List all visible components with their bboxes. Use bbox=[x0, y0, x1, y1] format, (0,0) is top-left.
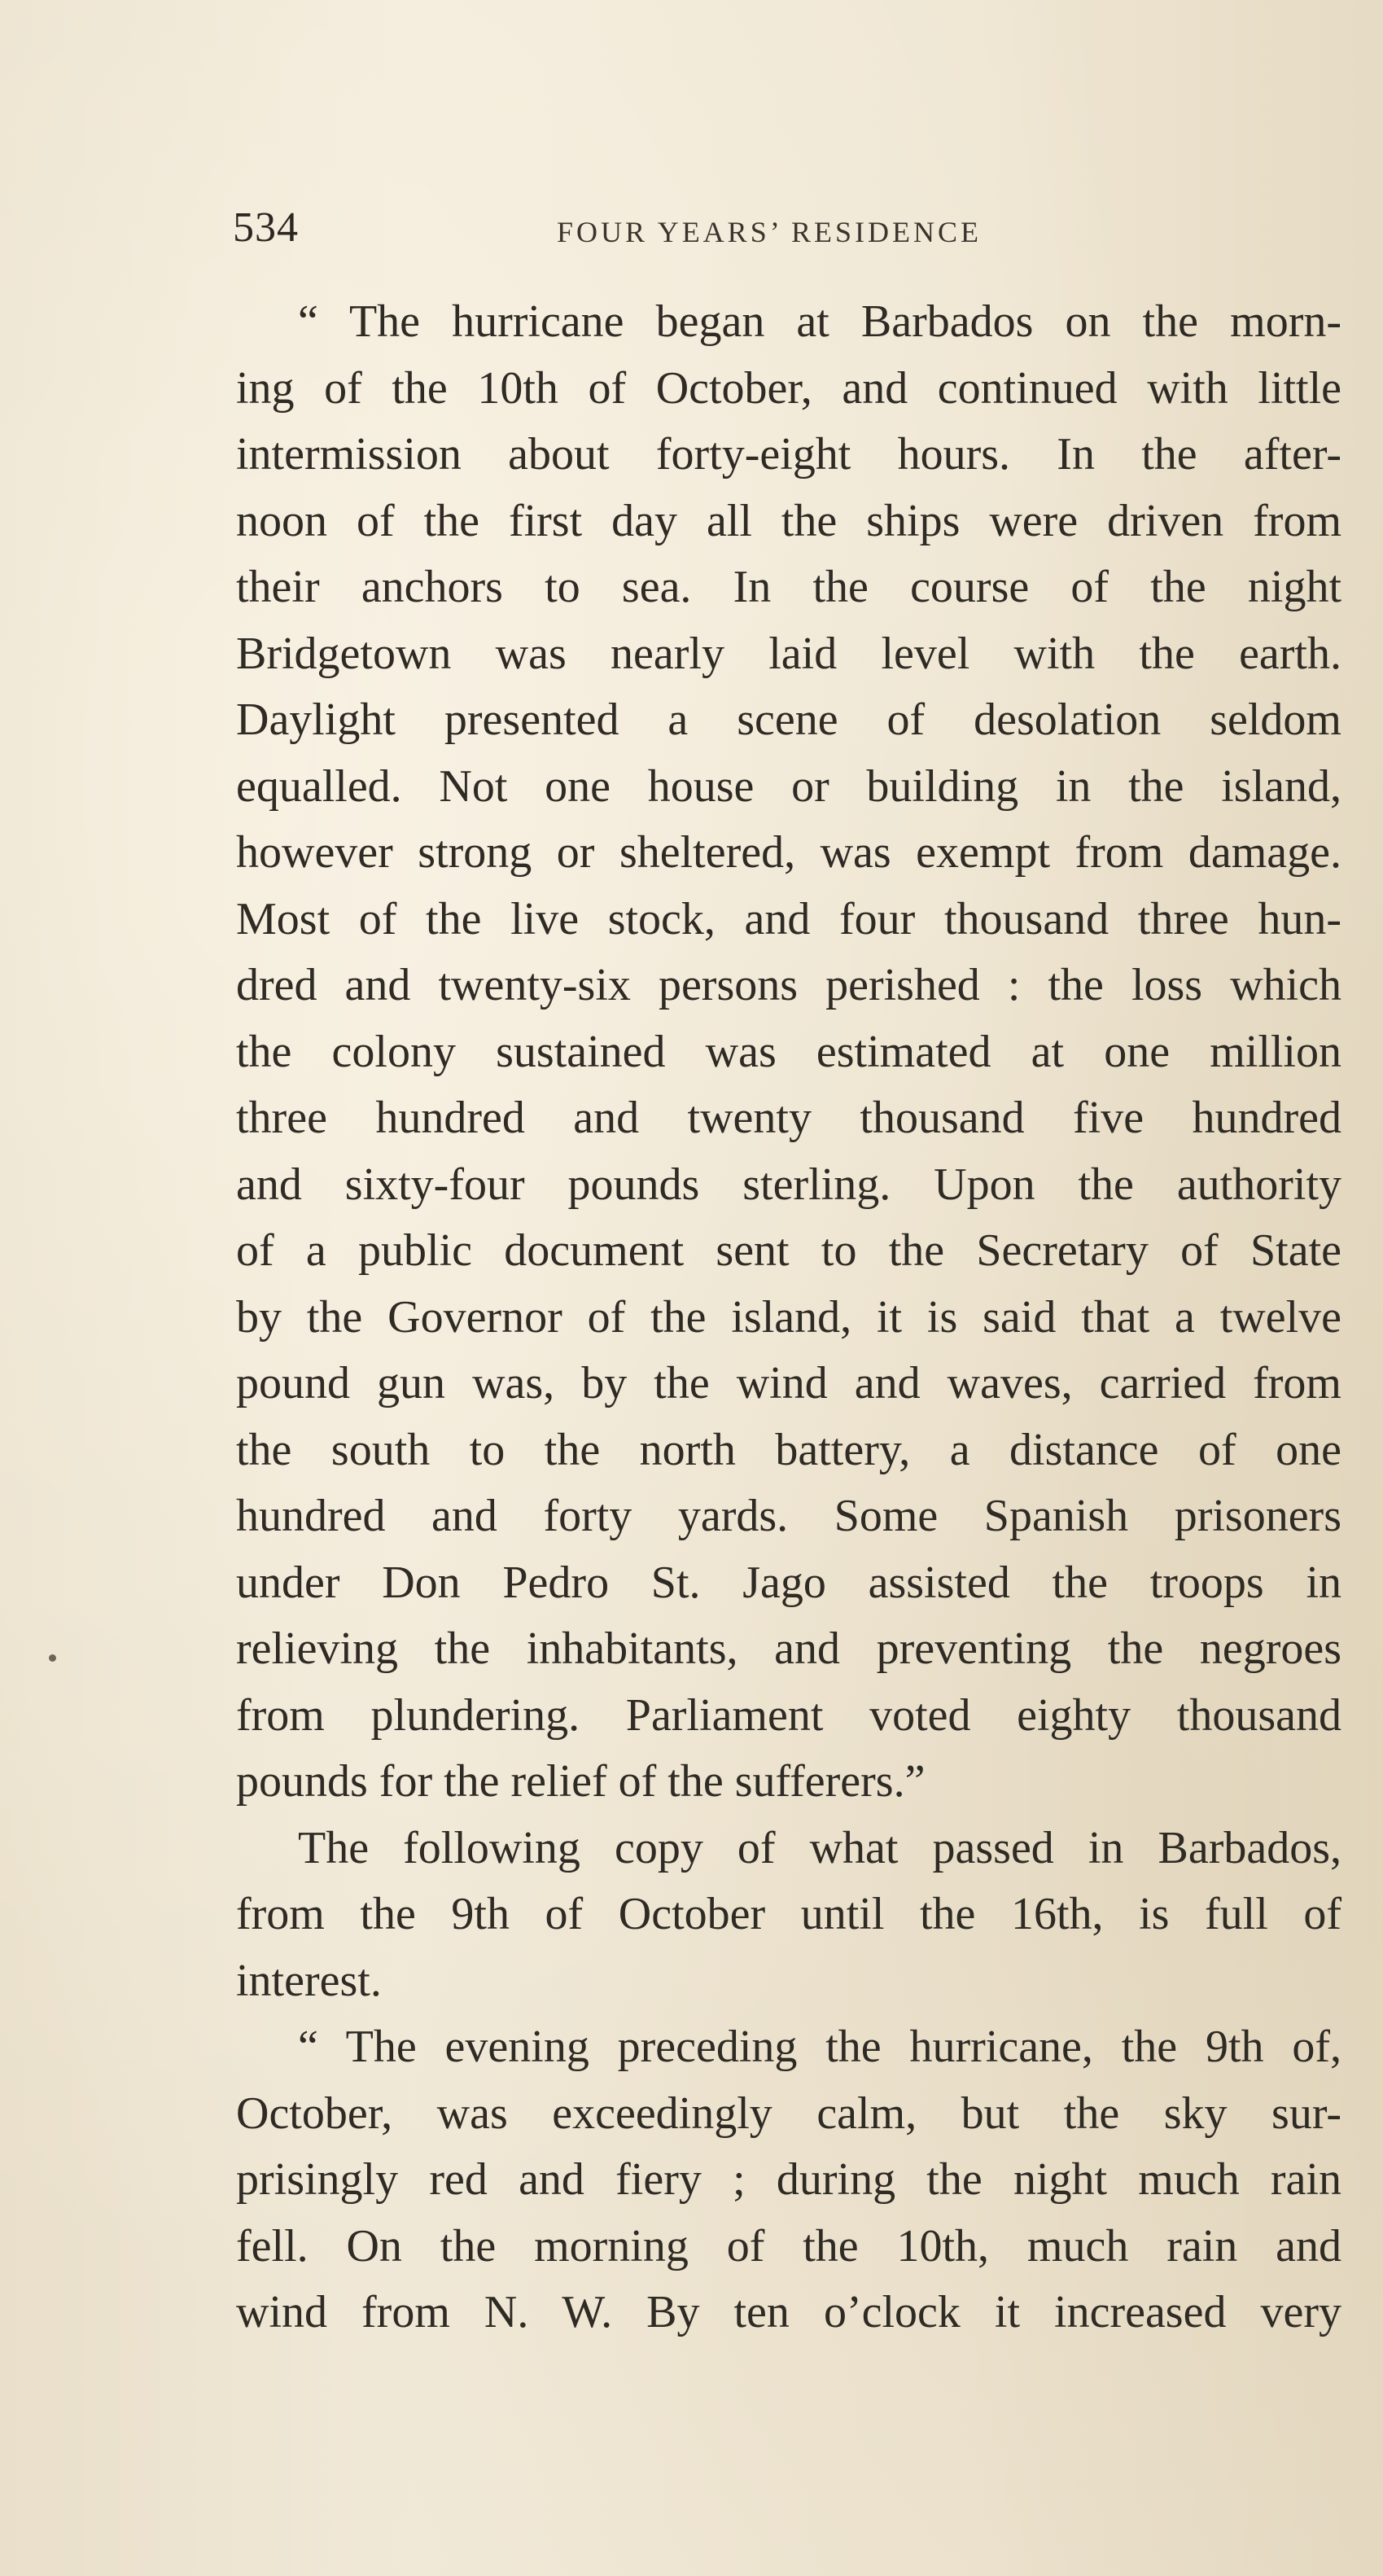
text-line: “ The hurricane began at Barbados on the morn- bbox=[298, 296, 1341, 347]
body-text bbox=[236, 289, 1341, 2346]
text-line: “ The evening preceding the hurricane, the 9th of, bbox=[298, 2022, 1341, 2072]
text-line: hundred and forty yards. Some Spanish prisoners bbox=[236, 1491, 1341, 1541]
text-line: Most of the live stock, and four thousand three hun- bbox=[236, 893, 1341, 944]
page-header bbox=[233, 204, 1350, 261]
ink-speck bbox=[49, 1654, 56, 1662]
text-line: pound gun was, by the wind and waves, carried from bbox=[236, 1358, 1341, 1408]
text-line: intermission about forty-eight hours. In the after- bbox=[236, 429, 1341, 480]
text-line: Bridgetown was nearly laid level with the earth. bbox=[236, 628, 1341, 679]
text-line: by the Governor of the island, it is said that a twelve bbox=[236, 1291, 1341, 1343]
text-line: ing of the 10th of October, and continued with little bbox=[236, 362, 1341, 414]
text-line: pounds for the relief of the sufferers.” bbox=[236, 1756, 926, 1807]
text-line: fell. On the morning of the 10th, much rain and bbox=[236, 2220, 1341, 2272]
text-line: prisingly red and fiery ; during the night much rain bbox=[236, 2154, 1341, 2205]
text-line: from plundering. Parliament voted eighty thousand bbox=[236, 1689, 1341, 1741]
text-line: relieving the inhabitants, and preventing the negroes bbox=[236, 1623, 1341, 1674]
page-number: 534 bbox=[233, 204, 299, 251]
text-line: and sixty-four pounds sterling. Upon the authority bbox=[236, 1159, 1341, 1210]
text-line: the colony sustained was estimated at one million bbox=[236, 1026, 1341, 1077]
text-line: interest. bbox=[236, 1955, 382, 2006]
text-line: three hundred and twenty thousand five hundred bbox=[236, 1093, 1341, 1143]
text-line: however strong or sheltered, was exempt from damage. bbox=[236, 827, 1341, 878]
text-line: their anchors to sea. In the course of the night bbox=[236, 562, 1341, 612]
text-line: noon of the first day all the ships were driven from bbox=[236, 495, 1341, 546]
text-line: October, was exceedingly calm, but the sky sur- bbox=[236, 2088, 1341, 2139]
text-line: of a public document sent to the Secretary of State bbox=[236, 1225, 1341, 1276]
text-line: The following copy of what passed in Barbados, bbox=[298, 1822, 1341, 1873]
text-line: wind from N. W. By ten o’clock it increased very bbox=[236, 2287, 1341, 2337]
text-line: under Don Pedro St. Jago assisted the troops in bbox=[236, 1557, 1341, 1608]
text-line: Daylight presented a scene of desolation seldom bbox=[236, 694, 1341, 745]
text-line: the south to the north battery, a distance of one bbox=[236, 1424, 1341, 1475]
text-line: dred and twenty-six persons perished : the loss which bbox=[236, 960, 1341, 1010]
running-head: FOUR YEARS’ RESIDENCE bbox=[557, 216, 983, 248]
text-line: from the 9th of October until the 16th, is full of bbox=[236, 1889, 1341, 1939]
text-line: equalled. Not one house or building in the island, bbox=[236, 760, 1341, 812]
